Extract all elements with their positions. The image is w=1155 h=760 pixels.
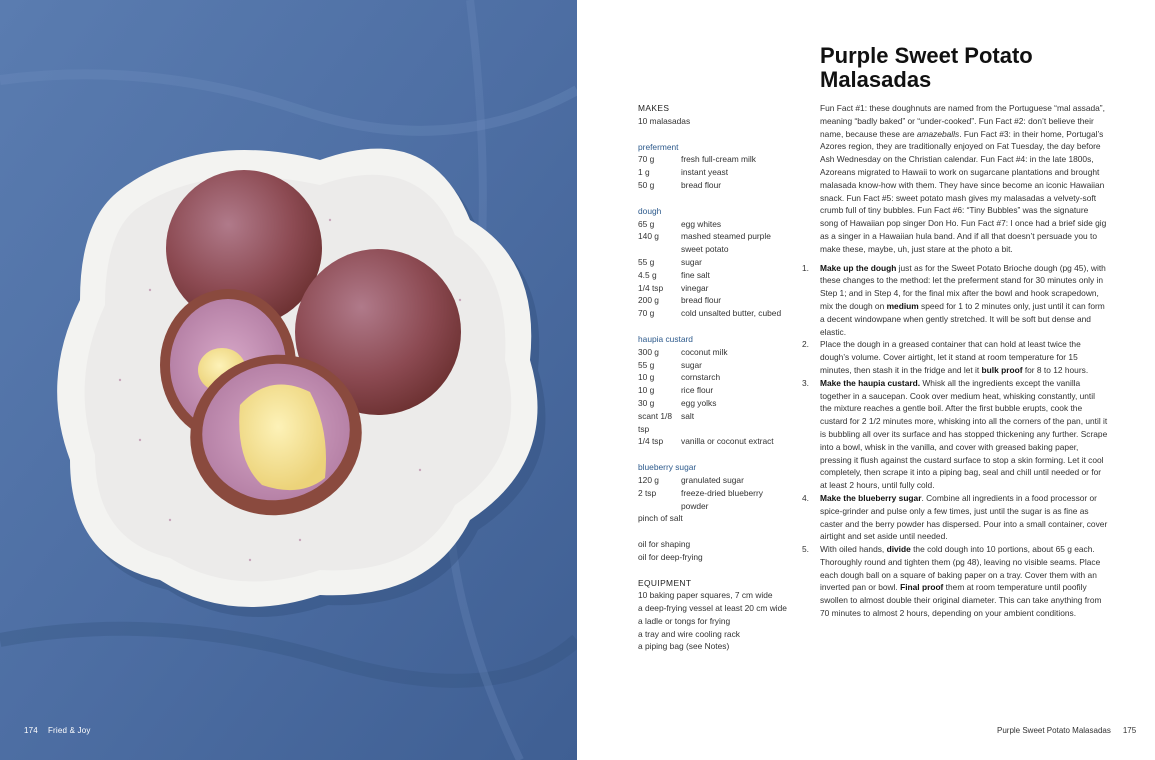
equipment-item: a ladle or tongs for frying [638, 615, 731, 626]
method-step [802, 338, 1108, 376]
spacer [638, 525, 788, 538]
ingredient-quantity: 120 g [638, 474, 659, 485]
ingredient-quantity: 10 g [638, 385, 655, 396]
ingredient-row [638, 371, 788, 384]
ingredient-row [638, 346, 788, 359]
ingredient-row [638, 487, 788, 513]
ingredient-name: fine salt [681, 269, 710, 280]
ingredient-name: egg yolks [681, 397, 717, 408]
ingredient-name: sugar [681, 359, 702, 370]
ingredient-name: rice flour [681, 385, 714, 396]
ingredient-row [638, 256, 788, 269]
step-bold: medium [886, 300, 919, 311]
right-folio [997, 726, 1136, 735]
ingredient-quantity: 1 g [638, 167, 650, 178]
step-bold: bulk proof [981, 364, 1023, 375]
recipe-photo [0, 0, 577, 760]
step-text: just as for the Sweet Potato Brioche dough (pg 45), with these changes to the method: let the preferment stand for 30 minutes only in Step 1; and in Step 4, for the final mix after the bowl and hook scrapedown, mix the dough on [820, 262, 1106, 311]
ingredient-row [638, 474, 788, 487]
step-number: 4. [802, 492, 809, 503]
ingredient-row [638, 410, 788, 436]
running-title: Purple Sweet Potato Malasadas [997, 726, 1111, 735]
ingredient-quantity: 70 g [638, 308, 655, 319]
step-text: the cold dough into 10 portions, about 65 g each. Thoroughly round and tighten them (pg 48), leaving no visible seams. Place each dough ball on a square of baking paper on a tray. Cover them with an inverted pan or bowl. [820, 544, 1101, 593]
ingredient-quantity: scant 1/8 tsp [638, 410, 672, 434]
step-text: Whisk all the ingredients except the vanilla together in a saucepan. Cook over medium heat, whisking constantly, until the mixture reaches a gentle boil. After the first bubble erupts, cook the custard for 2 1/2 minutes more, whisking into all the corners of the pan, until it is bubbling all over its surface and has stopped thickening any further. Scrape into a bowl, whisk in the vanilla, and cover with greased baking paper, pressing it flush against the custard surface to stop a skin forming. Let it cool completely, then scrape it into a piping bag, seal and chill until needed or for at least 2 hours, until fully cold. [820, 377, 1108, 491]
step-bold: Make the haupia custard. [820, 377, 921, 388]
step-number: 2. [802, 339, 809, 350]
recipe-page [577, 0, 1155, 760]
ingredient-quantity: 2 tsp [638, 487, 657, 498]
step-text: Place the dough in a greased container that can hold at least twice the dough’s volume. Cover airtight, let it stand at room temperature for 15 minutes, then stash it in the fridge and let it [820, 339, 1081, 375]
ingredient-row [638, 230, 788, 256]
left-folio [24, 726, 101, 735]
ingredient-quantity: 300 g [638, 346, 659, 357]
step-number: 3. [802, 377, 809, 388]
method-column [802, 102, 1108, 620]
equipment-item: a piping bag (see Notes) [638, 641, 730, 652]
right-page-number: 175 [1122, 726, 1137, 735]
intro-text: . Fun Fact #3: in their home, Portugal’s Azores region, they are traditionally enjoyed on Fat Tuesday, the day before Ash Wednesday on the Christian calendar. Fun Fact #4: in the late 1800s, Azoreans migrated to Hawaii to work on sugarcane plantations and brought malasada know-how with them. They have since become an iconic Hawaiian snack. Fun Fact #5: sweet potato mash gives my malasadas a velvety-soft crumb full of tiny bubbles. Fun Fact #6: “Tiny Bubbles” was the signature song of Hawaiian pop singer Don Ho. Fun Fact #7: I once had a brief side gig as a singer in a Hawaiian hula band. And if all that doesn’t persuade you to make these, maybe, uh, just stare at the photo a bit. [820, 128, 1107, 254]
ingredient-row [638, 179, 788, 192]
ingredient-section [638, 141, 788, 192]
method-step [802, 543, 1108, 620]
ingredient-name: bread flour [681, 295, 722, 306]
step-bold: Final proof [900, 582, 944, 593]
ingredients-column [638, 102, 788, 653]
ingredient-quantity: 140 g [638, 231, 659, 242]
section-heading: blueberry sugar [638, 462, 697, 473]
step-number: 1. [802, 262, 809, 273]
ingredient-section [638, 461, 788, 563]
step-bold: Make the blueberry sugar [820, 492, 922, 503]
ingredient-name: egg whites [681, 218, 722, 229]
ingredient-row [638, 294, 788, 307]
ingredient-name: salt [681, 410, 695, 421]
ingredient-quantity: 10 g [638, 372, 655, 383]
ingredient-name: mashed steamed purple sweet potato [681, 231, 771, 255]
method-step [802, 492, 1108, 543]
malasadas-photo [0, 0, 577, 760]
ingredient-section [638, 333, 788, 448]
ingredient-quantity: 55 g [638, 256, 655, 267]
ingredient-quantity: 50 g [638, 179, 655, 190]
ingredient-name: cornstarch [681, 372, 721, 383]
extra-item: oil for deep-frying [638, 551, 703, 562]
ingredient-name: vinegar [681, 282, 709, 293]
ingredient-quantity: 65 g [638, 218, 655, 229]
ingredient-row [638, 218, 788, 231]
intro-text: Fun Fact #1: these doughnuts are named from the Portuguese “mal assada”, meaning “badly baked” or “under-cooked”. Fun Fact #2: don’t believe their name, because these are [820, 103, 1105, 139]
step-text: With oiled hands, [820, 544, 887, 555]
intro-paragraph [820, 102, 1108, 256]
ingredient-quantity: 4.5 g [638, 269, 657, 280]
ingredient-row [638, 269, 788, 282]
extra-item: pinch of salt [638, 513, 683, 524]
ingredient-quantity: 1/4 tsp [638, 436, 664, 447]
step-text: for 8 to 12 hours. [1022, 364, 1089, 375]
section-heading: haupia custard [638, 333, 693, 344]
step-text: speed for 1 to 2 minutes only, just until it can form a decent windowpane when gently stretched. It will be soft but dense and elastic. [820, 300, 1105, 337]
makes-label: MAKES [638, 103, 670, 113]
ingredient-row [638, 153, 788, 166]
ingredient-quantity: 70 g [638, 154, 655, 165]
ingredient-quantity: 1/4 tsp [638, 282, 664, 293]
section-heading: preferment [638, 141, 679, 152]
ingredient-name: sugar [681, 256, 702, 267]
ingredient-row [638, 307, 788, 320]
ingredient-name: freeze-dried blueberry powder [681, 487, 763, 511]
method-step [802, 377, 1108, 492]
ingredient-row [638, 397, 788, 410]
ingredient-name: vanilla or coconut extract [681, 436, 774, 447]
step-bold: divide [886, 544, 911, 555]
ingredient-name: granulated sugar [681, 474, 744, 485]
ingredient-row [638, 435, 788, 448]
method-step [802, 262, 1108, 339]
ingredient-row [638, 166, 788, 179]
step-bold: Make up the dough [820, 262, 897, 273]
ingredient-name: coconut milk [681, 346, 728, 357]
recipe-title: Purple Sweet Potato Malasadas [820, 43, 1033, 92]
left-book-title: Fried & Joy [47, 726, 91, 735]
intro-emphasis: amazeballs [916, 128, 960, 139]
step-text: them at room temperature until poofily swollen to almost double their original diameter. This can take anything from 70 minutes to almost 2 hours, depending on your ambient conditions. [820, 582, 1102, 619]
ingredient-name: cold unsalted butter, cubed [681, 308, 782, 319]
method-steps [802, 262, 1108, 620]
equipment-label: EQUIPMENT [638, 577, 692, 588]
left-page-number: 174 [24, 726, 38, 735]
ingredient-row [638, 282, 788, 295]
ingredient-name: fresh full-cream milk [681, 154, 756, 165]
ingredient-row [638, 359, 788, 372]
ingredient-row [638, 384, 788, 397]
ingredient-quantity: 30 g [638, 397, 655, 408]
step-text: . Combine all ingredients in a food processor or spice-grinder and pulse only a few times, just until the sugar is as fine as caster and the berry powder has dispersed. Pour into a small container, cover airtight and set aside until needed. [820, 492, 1108, 542]
equipment-item: a tray and wire cooling rack [638, 628, 740, 639]
section-heading: dough [638, 205, 662, 216]
step-number: 5. [802, 544, 809, 555]
equipment-item: 10 baking paper squares, 7 cm wide [638, 590, 773, 601]
equipment-item: a deep-frying vessel at least 20 cm wide [638, 603, 787, 614]
extra-item: oil for shaping [638, 538, 691, 549]
ingredient-quantity: 55 g [638, 359, 655, 370]
ingredient-section [638, 205, 788, 320]
makes-value: 10 malasadas [638, 115, 691, 126]
ingredient-name: bread flour [681, 179, 722, 190]
ingredient-quantity: 200 g [638, 295, 659, 306]
ingredient-name: instant yeast [681, 167, 729, 178]
